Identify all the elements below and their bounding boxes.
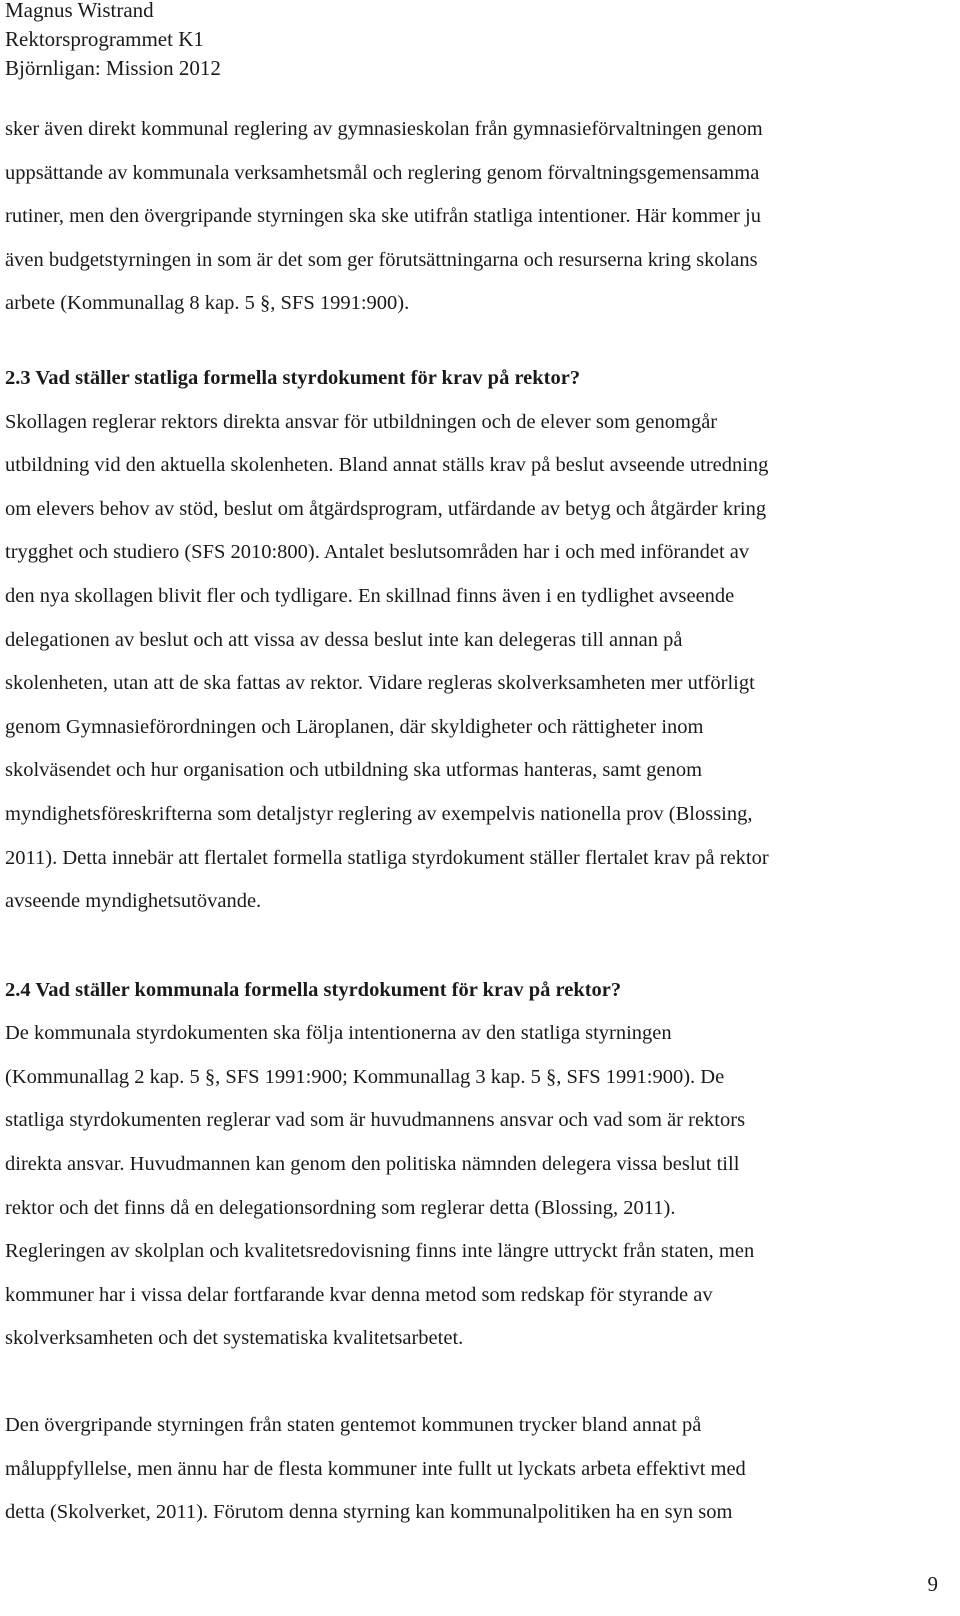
section-heading-2-4: 2.4 Vad ställer kommunala formella styrdokument för krav på rektor? [5,978,622,1001]
paragraph-closing [5,1404,935,1535]
group-name: Björnligan: Mission 2012 [5,56,221,80]
text-line: skolenheten, utan att de ska fattas av rektor. Vidare regleras skolverksamheten mer utförligt [5,672,755,695]
text-line: (Kommunallag 2 kap. 5 §, SFS 1991:900; Kommunallag 3 kap. 5 §, SFS 1991:900). De [5,1065,725,1088]
page-number: 9 [927,1572,938,1596]
text-line: genom Gymnasieförordningen och Läroplanen, där skyldigheter och rättigheter inom [5,715,704,738]
text-line: skolväsendet och hur organisation och utbildning ska utformas hanteras, samt genom [5,759,703,782]
author-name: Magnus Wistrand [5,0,154,22]
text-line: rektor och det finns då en delegationsordning som reglerar detta (Blossing, 2011). [5,1196,676,1219]
section-heading-2-3: 2.3 Vad ställer statliga formella styrdokument för krav på rektor? [5,366,581,389]
program-name: Rektorsprogrammet K1 [5,27,204,51]
text-line: Den övergripande styrningen från staten gentemot kommunen trycker bland annat på [5,1414,702,1437]
page-header [5,0,221,83]
text-line: rutiner, men den övergripande styrningen ska ske utifrån statliga intentioner. Här kommer ju [5,205,761,228]
text-line: kommuner har i vissa delar fortfarande kvar denna metod som redskap för styrande av [5,1283,713,1306]
text-line: utbildning vid den aktuella skolenheten. Bland annat ställs krav på beslut avseende utredning [5,454,769,477]
text-line: skolverksamheten och det systematiska kvalitetsarbetet. [5,1327,464,1350]
paragraph-intro [5,108,935,326]
text-line: statliga styrdokumenten reglerar vad som är huvudmannens ansvar och vad som är rektors [5,1109,746,1132]
section-2-3-paragraph [5,401,935,924]
text-line: sker även direkt kommunal reglering av gymnasieskolan från gymnasieförvaltningen genom [5,118,763,140]
text-line: även budgetstyrningen in som är det som ger förutsättningarna och resurserna kring skolans [5,248,758,271]
document-body [5,108,935,1535]
text-line: den nya skollagen blivit fler och tydligare. En skillnad finns även i en tydlighet avseende [5,584,735,607]
text-line: uppsättande av kommunala verksamhetsmål och reglering genom förvaltningsgemensamma [5,161,760,184]
text-line: avseende myndighetsutövande. [5,890,262,913]
text-line: De kommunala styrdokumenten ska följa intentionerna av den statliga styrningen [5,1022,672,1045]
text-line: trygghet och studiero (SFS 2010:800). Antalet beslutsområden har i och med införandet av [5,541,750,564]
text-line: måluppfyllelse, men ännu har de flesta kommuner inte fullt ut lyckats arbeta effektivt med [5,1457,746,1480]
text-line: arbete (Kommunallag 8 kap. 5 §, SFS 1991:900). [5,292,410,315]
text-line: delegationen av beslut och att vissa av dessa beslut inte kan delegeras till annan på [5,628,683,651]
text-line: direkta ansvar. Huvudmannen kan genom den politiska nämnden delegera vissa beslut till [5,1153,740,1176]
text-line: Regleringen av skolplan och kvalitetsredovisning finns inte längre uttryckt från staten, men [5,1240,755,1263]
section-2-4-paragraph [5,1012,935,1361]
text-line: detta (Skolverket, 2011). Förutom denna styrning kan kommunalpolitiken ha en syn som [5,1501,733,1524]
text-line: om elevers behov av stöd, beslut om åtgärdsprogram, utfärdande av betyg och åtgärder kring [5,497,767,520]
text-line: myndighetsföreskrifterna som detaljstyr reglering av exempelvis nationella prov (Blossing, [5,802,753,825]
text-line: Skollagen reglerar rektors direkta ansvar för utbildningen och de elever som genomgår [5,410,718,433]
text-line: 2011). Detta innebär att flertalet formella statliga styrdokument ställer flertalet krav på rektor [5,846,769,869]
